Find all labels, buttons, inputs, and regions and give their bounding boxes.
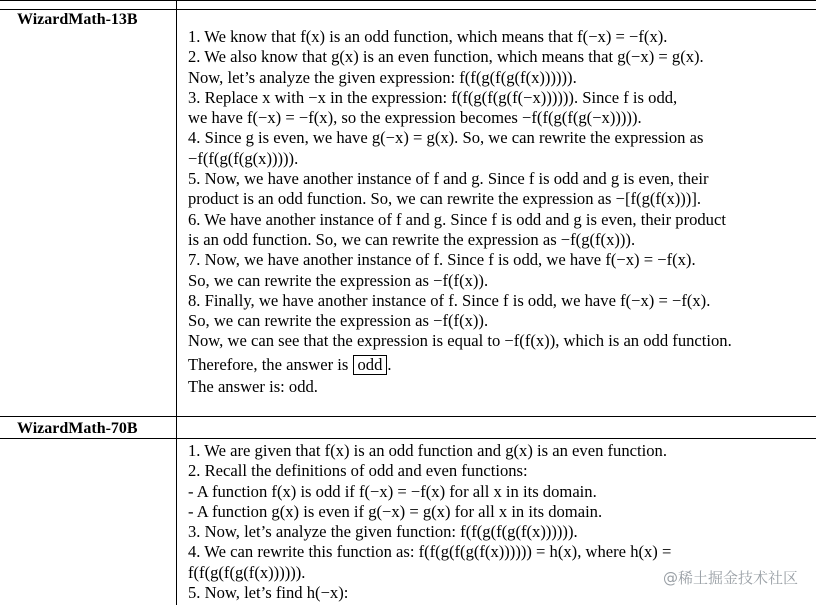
response-line: Now, let’s analyze the given expression: f(f(g(f(g(f(x)))))). xyxy=(188,67,577,87)
response-line: −f(f(g(f(g(x))))). xyxy=(188,148,299,168)
row-separator-rule xyxy=(0,416,816,417)
column-divider xyxy=(176,0,177,605)
response-line: So, we can rewrite the expression as −f(f(x)). xyxy=(188,270,489,290)
response-line: f(f(g(f(g(f(x)))))). xyxy=(188,562,306,582)
therefore-prefix: Therefore, the answer is xyxy=(188,354,349,374)
response-line: 2. Recall the definitions of odd and even functions: xyxy=(188,461,528,481)
model-name-wizardmath-13b: WizardMath-13B xyxy=(17,11,138,28)
response-line: - A function g(x) is even if g(−x) = g(x) for all x in its domain. xyxy=(188,501,603,521)
final-answer-line: The answer is: odd. xyxy=(188,376,318,396)
header-rule-1 xyxy=(0,9,816,10)
response-wizardmath-13b xyxy=(188,27,810,397)
response-line: 6. We have another instance of f and g. Since f is odd and g is even, their product xyxy=(188,209,726,229)
site-watermark: @稀土掘金技术社区 xyxy=(662,569,798,587)
response-line: 4. Since g is even, we have g(−x) = g(x). So, we can rewrite the expression as xyxy=(188,128,704,148)
response-line: 2. We also know that g(x) is an even function, which means that g(−x) = g(x). xyxy=(188,47,704,67)
response-line: 1. We are given that f(x) is an odd function and g(x) is an even function. xyxy=(188,441,667,460)
boxed-answer: odd xyxy=(353,355,388,375)
response-line: 4. We can rewrite this function as: f(f(g(f(g(f(x)))))) = h(x), where h(x) = xyxy=(188,542,672,562)
response-line: 3. Replace x with −x in the expression: f(f(g(f(g(f(−x)))))). Since f is odd, xyxy=(188,87,678,107)
response-line: product is an odd function. So, we can rewrite the expression as −[f(g(f(x)))]. xyxy=(188,189,701,209)
therefore-suffix: . xyxy=(387,354,392,374)
response-line: - A function f(x) is odd if f(−x) = −f(x) for all x in its domain. xyxy=(188,481,597,501)
response-line: 5. Now, we have another instance of f and g. Since f is odd and g is even, their xyxy=(188,169,709,189)
model-name-wizardmath-70b: WizardMath-70B xyxy=(17,420,138,437)
response-line: 7. Now, we have another instance of f. Since f is odd, we have f(−x) = −f(x). xyxy=(188,250,696,270)
table-top-rule xyxy=(0,0,816,1)
response-line: 1. We know that f(x) is an odd function, which means that f(−x) = −f(x). xyxy=(188,27,668,46)
response-line: we have f(−x) = −f(x), so the expression becomes −f(f(g(f(g(−x))))). xyxy=(188,108,642,128)
header-rule-2 xyxy=(0,438,816,439)
response-line: 8. Finally, we have another instance of f. Since f is odd, we have f(−x) = −f(x). xyxy=(188,290,711,310)
therefore-line xyxy=(188,352,810,377)
response-line: 5. Now, let’s find h(−x): xyxy=(188,583,349,603)
response-line: So, we can rewrite the expression as −f(f(x)). xyxy=(188,311,489,331)
response-line: 3. Now, let’s analyze the given function: f(f(g(f(g(f(x)))))). xyxy=(188,522,578,542)
response-line: is an odd function. So, we can rewrite the expression as −f(g(f(x))). xyxy=(188,229,636,249)
response-line: Now, we can see that the expression is equal to −f(f(x)), which is an odd function. xyxy=(188,331,732,351)
